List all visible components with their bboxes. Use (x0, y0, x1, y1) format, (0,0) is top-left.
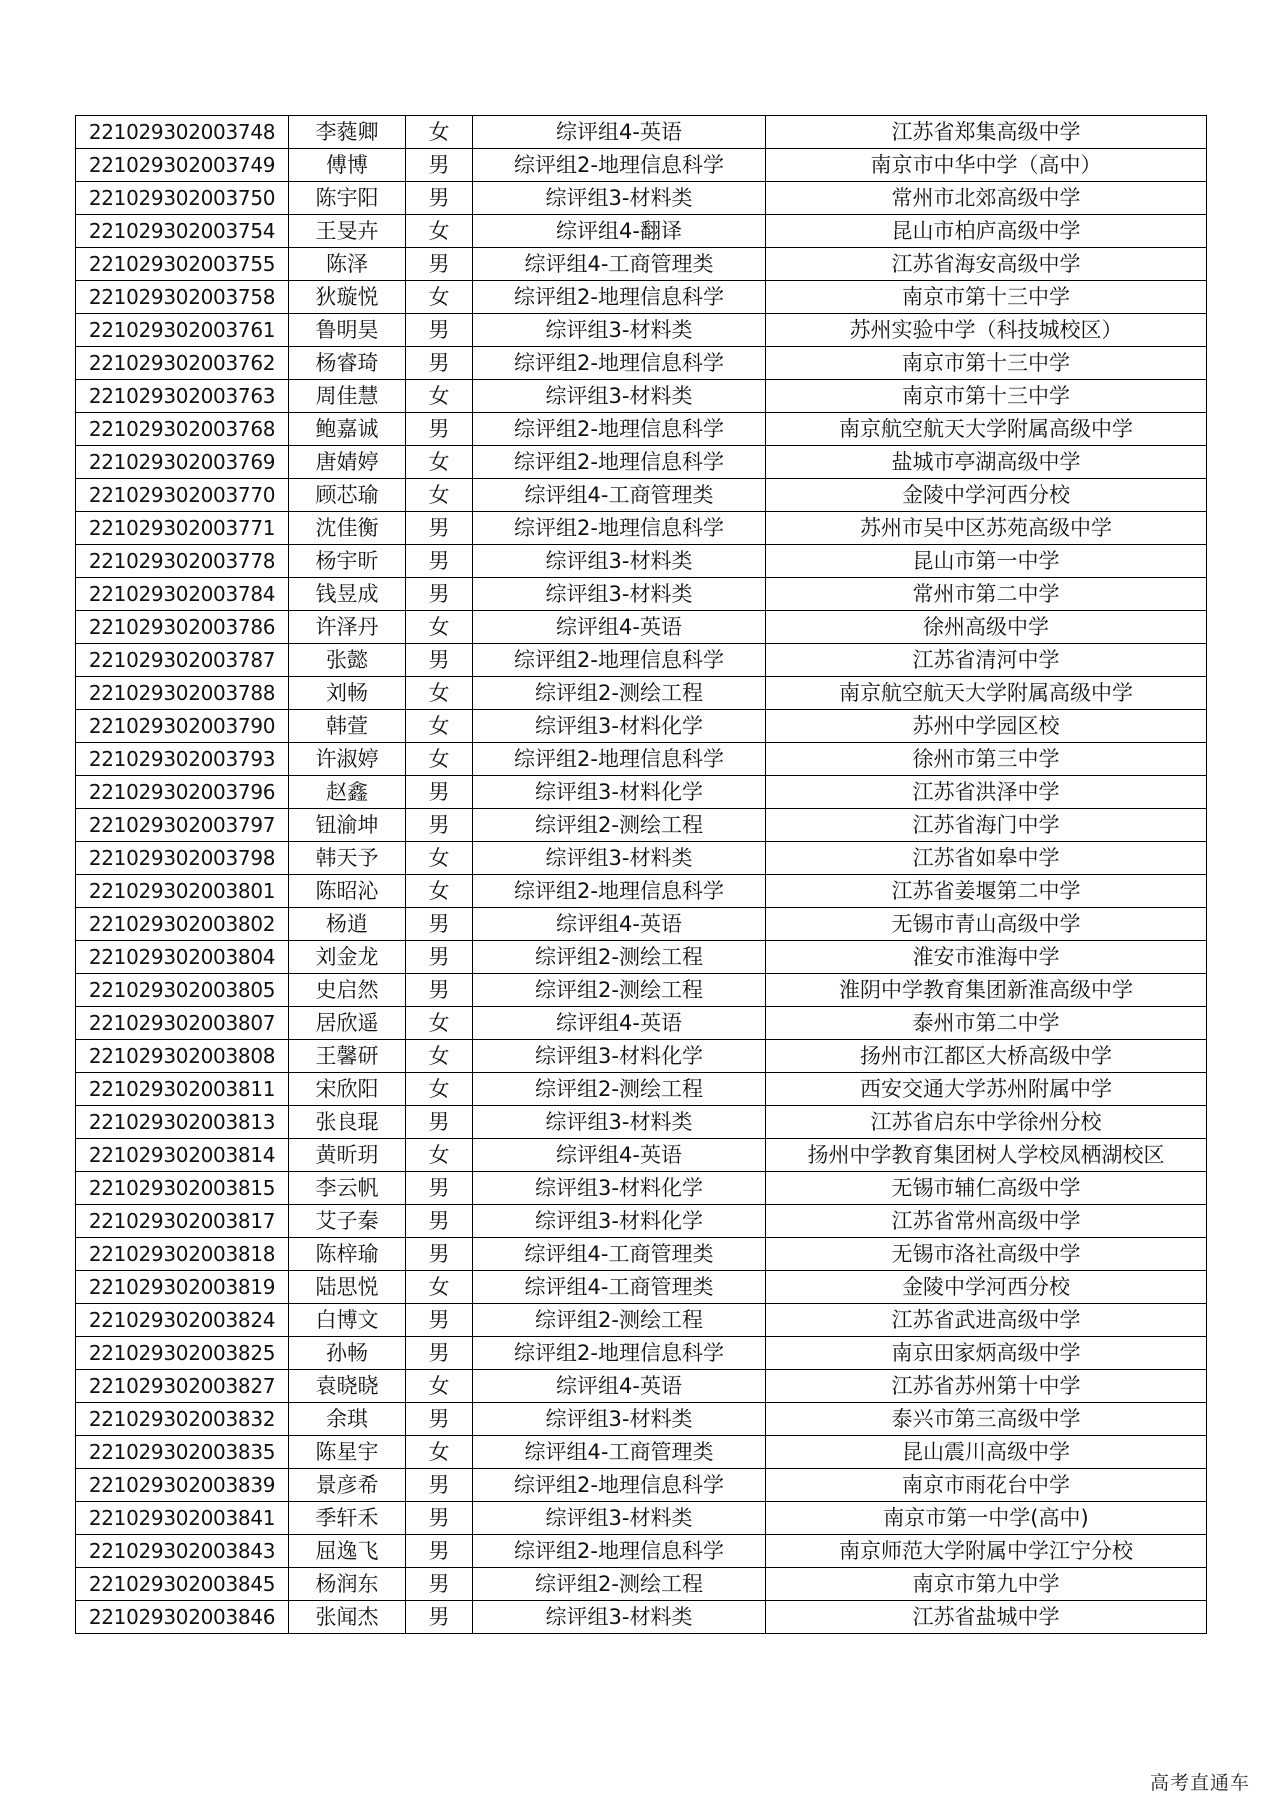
exam-number-cell: 221029302003793 (76, 743, 289, 776)
group-major-cell: 综评组4-翻译 (473, 215, 766, 248)
group-major-cell: 综评组3-材料化学 (473, 776, 766, 809)
gender-cell: 男 (406, 1568, 473, 1601)
group-major-cell: 综评组3-材料类 (473, 380, 766, 413)
gender-cell: 男 (406, 1205, 473, 1238)
exam-number-cell: 221029302003815 (76, 1172, 289, 1205)
table-row (76, 1436, 1207, 1469)
exam-number-cell: 221029302003817 (76, 1205, 289, 1238)
group-major-cell: 综评组4-英语 (473, 611, 766, 644)
group-major-cell: 综评组2-测绘工程 (473, 677, 766, 710)
group-major-cell: 综评组4-工商管理类 (473, 248, 766, 281)
student-name-cell: 孙畅 (289, 1337, 406, 1370)
table-row (76, 1139, 1207, 1172)
gender-cell: 女 (406, 1007, 473, 1040)
school-cell: 泰州市第二中学 (766, 1007, 1207, 1040)
school-cell: 南京市第一中学(高中) (766, 1502, 1207, 1535)
gender-cell: 女 (406, 1073, 473, 1106)
student-name-cell: 白博文 (289, 1304, 406, 1337)
table-row (76, 1205, 1207, 1238)
table-row (76, 1271, 1207, 1304)
gender-cell: 男 (406, 1403, 473, 1436)
exam-number-cell: 221029302003769 (76, 446, 289, 479)
gender-cell: 女 (406, 842, 473, 875)
student-name-cell: 鲍嘉诚 (289, 413, 406, 446)
gender-cell: 女 (406, 1040, 473, 1073)
exam-number-cell: 221029302003805 (76, 974, 289, 1007)
student-name-cell: 史启然 (289, 974, 406, 1007)
exam-number-cell: 221029302003808 (76, 1040, 289, 1073)
student-name-cell: 刘畅 (289, 677, 406, 710)
group-major-cell: 综评组3-材料类 (473, 578, 766, 611)
gender-cell: 女 (406, 215, 473, 248)
student-name-cell: 张懿 (289, 644, 406, 677)
table-row (76, 1106, 1207, 1139)
table-row (76, 1238, 1207, 1271)
exam-number-cell: 221029302003796 (76, 776, 289, 809)
group-major-cell: 综评组4-英语 (473, 1007, 766, 1040)
table-row (76, 1403, 1207, 1436)
group-major-cell: 综评组3-材料化学 (473, 1172, 766, 1205)
group-major-cell: 综评组4-英语 (473, 116, 766, 149)
gender-cell: 男 (406, 644, 473, 677)
student-name-cell: 袁晓晓 (289, 1370, 406, 1403)
school-cell: 扬州中学教育集团树人学校凤栖湖校区 (766, 1139, 1207, 1172)
school-cell: 淮阴中学教育集团新淮高级中学 (766, 974, 1207, 1007)
exam-number-cell: 221029302003839 (76, 1469, 289, 1502)
table-row (76, 1601, 1207, 1634)
student-name-cell: 宋欣阳 (289, 1073, 406, 1106)
table-row (76, 545, 1207, 578)
group-major-cell: 综评组2-地理信息科学 (473, 875, 766, 908)
student-name-cell: 狄璇悦 (289, 281, 406, 314)
table-row (76, 1007, 1207, 1040)
gender-cell: 男 (406, 941, 473, 974)
school-cell: 江苏省启东中学徐州分校 (766, 1106, 1207, 1139)
exam-number-cell: 221029302003749 (76, 149, 289, 182)
student-name-cell: 傅博 (289, 149, 406, 182)
student-name-cell: 李蕤卿 (289, 116, 406, 149)
gender-cell: 男 (406, 512, 473, 545)
exam-number-cell: 221029302003818 (76, 1238, 289, 1271)
student-name-cell: 景彦希 (289, 1469, 406, 1502)
group-major-cell: 综评组3-材料类 (473, 182, 766, 215)
school-cell: 南京师范大学附属中学江宁分校 (766, 1535, 1207, 1568)
group-major-cell: 综评组4-工商管理类 (473, 1271, 766, 1304)
table-row (76, 776, 1207, 809)
exam-number-cell: 221029302003811 (76, 1073, 289, 1106)
student-name-cell: 杨宇昕 (289, 545, 406, 578)
exam-number-cell: 221029302003750 (76, 182, 289, 215)
exam-number-cell: 221029302003761 (76, 314, 289, 347)
exam-number-cell: 221029302003797 (76, 809, 289, 842)
gender-cell: 男 (406, 413, 473, 446)
table-row (76, 809, 1207, 842)
gender-cell: 女 (406, 677, 473, 710)
gender-cell: 女 (406, 446, 473, 479)
exam-number-cell: 221029302003762 (76, 347, 289, 380)
group-major-cell: 综评组3-材料类 (473, 842, 766, 875)
group-major-cell: 综评组2-地理信息科学 (473, 149, 766, 182)
exam-number-cell: 221029302003770 (76, 479, 289, 512)
group-major-cell: 综评组3-材料类 (473, 314, 766, 347)
exam-number-cell: 221029302003784 (76, 578, 289, 611)
group-major-cell: 综评组2-地理信息科学 (473, 413, 766, 446)
table-row (76, 1337, 1207, 1370)
gender-cell: 男 (406, 182, 473, 215)
student-name-cell: 陈泽 (289, 248, 406, 281)
group-major-cell: 综评组2-地理信息科学 (473, 1337, 766, 1370)
group-major-cell: 综评组4-英语 (473, 908, 766, 941)
table-row (76, 1568, 1207, 1601)
gender-cell: 女 (406, 1271, 473, 1304)
exam-number-cell: 221029302003786 (76, 611, 289, 644)
exam-number-cell: 221029302003748 (76, 116, 289, 149)
student-name-cell: 韩萱 (289, 710, 406, 743)
group-major-cell: 综评组2-地理信息科学 (473, 446, 766, 479)
exam-number-cell: 221029302003802 (76, 908, 289, 941)
school-cell: 苏州实验中学（科技城校区） (766, 314, 1207, 347)
table-row (76, 1172, 1207, 1205)
watermark-text: 高考直通车 (1149, 1772, 1250, 1794)
student-name-cell: 周佳慧 (289, 380, 406, 413)
school-cell: 泰兴市第三高级中学 (766, 1403, 1207, 1436)
school-cell: 江苏省海安高级中学 (766, 248, 1207, 281)
group-major-cell: 综评组2-地理信息科学 (473, 1535, 766, 1568)
table-row (76, 710, 1207, 743)
group-major-cell: 综评组2-地理信息科学 (473, 347, 766, 380)
gender-cell: 男 (406, 578, 473, 611)
gender-cell: 男 (406, 149, 473, 182)
table-row (76, 281, 1207, 314)
table-row (76, 1073, 1207, 1106)
table-row (76, 314, 1207, 347)
gender-cell: 男 (406, 248, 473, 281)
school-cell: 南京航空航天大学附属高级中学 (766, 413, 1207, 446)
table-row (76, 1370, 1207, 1403)
gender-cell: 男 (406, 347, 473, 380)
table-row (76, 1304, 1207, 1337)
school-cell: 扬州市江都区大桥高级中学 (766, 1040, 1207, 1073)
student-name-cell: 陈梓瑜 (289, 1238, 406, 1271)
exam-number-cell: 221029302003778 (76, 545, 289, 578)
school-cell: 昆山震川高级中学 (766, 1436, 1207, 1469)
gender-cell: 女 (406, 116, 473, 149)
student-name-cell: 张闻杰 (289, 1601, 406, 1634)
school-cell: 江苏省盐城中学 (766, 1601, 1207, 1634)
group-major-cell: 综评组3-材料类 (473, 1403, 766, 1436)
school-cell: 盐城市亭湖高级中学 (766, 446, 1207, 479)
school-cell: 江苏省海门中学 (766, 809, 1207, 842)
school-cell: 金陵中学河西分校 (766, 479, 1207, 512)
table-row (76, 248, 1207, 281)
exam-number-cell: 221029302003771 (76, 512, 289, 545)
exam-number-cell: 221029302003813 (76, 1106, 289, 1139)
gender-cell: 男 (406, 974, 473, 1007)
school-cell: 常州市第二中学 (766, 578, 1207, 611)
student-name-cell: 杨睿琦 (289, 347, 406, 380)
table-row (76, 743, 1207, 776)
table-row (76, 347, 1207, 380)
school-cell: 南京航空航天大学附属高级中学 (766, 677, 1207, 710)
student-name-cell: 陈昭沁 (289, 875, 406, 908)
exam-number-cell: 221029302003790 (76, 710, 289, 743)
exam-number-cell: 221029302003804 (76, 941, 289, 974)
group-major-cell: 综评组2-地理信息科学 (473, 512, 766, 545)
school-cell: 江苏省郑集高级中学 (766, 116, 1207, 149)
gender-cell: 男 (406, 1337, 473, 1370)
student-name-cell: 陈宇阳 (289, 182, 406, 215)
group-major-cell: 综评组2-地理信息科学 (473, 1469, 766, 1502)
table-row (76, 908, 1207, 941)
group-major-cell: 综评组2-测绘工程 (473, 809, 766, 842)
group-major-cell: 综评组4-英语 (473, 1139, 766, 1172)
group-major-cell: 综评组3-材料类 (473, 1601, 766, 1634)
school-cell: 南京市第十三中学 (766, 281, 1207, 314)
table-row (76, 512, 1207, 545)
student-name-cell: 李云帆 (289, 1172, 406, 1205)
school-cell: 徐州市第三中学 (766, 743, 1207, 776)
school-cell: 南京市雨花台中学 (766, 1469, 1207, 1502)
school-cell: 江苏省姜堰第二中学 (766, 875, 1207, 908)
exam-number-cell: 221029302003807 (76, 1007, 289, 1040)
exam-number-cell: 221029302003827 (76, 1370, 289, 1403)
school-cell: 江苏省清河中学 (766, 644, 1207, 677)
school-cell: 江苏省如皋中学 (766, 842, 1207, 875)
exam-number-cell: 221029302003835 (76, 1436, 289, 1469)
school-cell: 江苏省苏州第十中学 (766, 1370, 1207, 1403)
school-cell: 无锡市洛社高级中学 (766, 1238, 1207, 1271)
table-row (76, 842, 1207, 875)
group-major-cell: 综评组3-材料类 (473, 1106, 766, 1139)
gender-cell: 男 (406, 1469, 473, 1502)
gender-cell: 女 (406, 281, 473, 314)
group-major-cell: 综评组4-英语 (473, 1370, 766, 1403)
exam-number-cell: 221029302003814 (76, 1139, 289, 1172)
student-name-cell: 钱昱成 (289, 578, 406, 611)
gender-cell: 女 (406, 1139, 473, 1172)
gender-cell: 男 (406, 1172, 473, 1205)
table-row (76, 215, 1207, 248)
school-cell: 西安交通大学苏州附属中学 (766, 1073, 1207, 1106)
student-name-cell: 余琪 (289, 1403, 406, 1436)
gender-cell: 女 (406, 1370, 473, 1403)
group-major-cell: 综评组3-材料类 (473, 1502, 766, 1535)
gender-cell: 男 (406, 776, 473, 809)
group-major-cell: 综评组3-材料化学 (473, 1205, 766, 1238)
table-row (76, 446, 1207, 479)
exam-number-cell: 221029302003801 (76, 875, 289, 908)
gender-cell: 女 (406, 710, 473, 743)
group-major-cell: 综评组2-地理信息科学 (473, 281, 766, 314)
gender-cell: 女 (406, 743, 473, 776)
student-name-cell: 黄昕玥 (289, 1139, 406, 1172)
exam-number-cell: 221029302003755 (76, 248, 289, 281)
table-row (76, 1502, 1207, 1535)
student-name-cell: 杨逍 (289, 908, 406, 941)
gender-cell: 男 (406, 1601, 473, 1634)
school-cell: 南京田家炳高级中学 (766, 1337, 1207, 1370)
table-row (76, 380, 1207, 413)
school-cell: 徐州高级中学 (766, 611, 1207, 644)
student-name-cell: 许淑婷 (289, 743, 406, 776)
student-name-cell: 唐婧婷 (289, 446, 406, 479)
student-name-cell: 张良琨 (289, 1106, 406, 1139)
school-cell: 苏州中学园区校 (766, 710, 1207, 743)
group-major-cell: 综评组2-地理信息科学 (473, 644, 766, 677)
student-name-cell: 刘金龙 (289, 941, 406, 974)
table-row (76, 644, 1207, 677)
exam-number-cell: 221029302003787 (76, 644, 289, 677)
student-name-cell: 艾子秦 (289, 1205, 406, 1238)
student-name-cell: 居欣遥 (289, 1007, 406, 1040)
group-major-cell: 综评组3-材料类 (473, 545, 766, 578)
student-name-cell: 沈佳衡 (289, 512, 406, 545)
exam-number-cell: 221029302003819 (76, 1271, 289, 1304)
gender-cell: 男 (406, 1502, 473, 1535)
school-cell: 苏州市吴中区苏苑高级中学 (766, 512, 1207, 545)
student-name-cell: 鲁明昊 (289, 314, 406, 347)
table-row (76, 611, 1207, 644)
exam-number-cell: 221029302003846 (76, 1601, 289, 1634)
gender-cell: 女 (406, 1436, 473, 1469)
table-row (76, 182, 1207, 215)
group-major-cell: 综评组4-工商管理类 (473, 1436, 766, 1469)
table-row (76, 875, 1207, 908)
exam-number-cell: 221029302003788 (76, 677, 289, 710)
school-cell: 南京市第九中学 (766, 1568, 1207, 1601)
admission-list-body (76, 116, 1207, 1634)
school-cell: 江苏省常州高级中学 (766, 1205, 1207, 1238)
group-major-cell: 综评组2-测绘工程 (473, 1304, 766, 1337)
gender-cell: 男 (406, 1304, 473, 1337)
gender-cell: 男 (406, 908, 473, 941)
table-row (76, 1535, 1207, 1568)
exam-number-cell: 221029302003824 (76, 1304, 289, 1337)
table-row (76, 149, 1207, 182)
gender-cell: 女 (406, 611, 473, 644)
group-major-cell: 综评组2-测绘工程 (473, 974, 766, 1007)
gender-cell: 男 (406, 545, 473, 578)
table-row (76, 413, 1207, 446)
gender-cell: 男 (406, 314, 473, 347)
student-name-cell: 季轩禾 (289, 1502, 406, 1535)
school-cell: 江苏省洪泽中学 (766, 776, 1207, 809)
group-major-cell: 综评组2-测绘工程 (473, 1073, 766, 1106)
school-cell: 昆山市第一中学 (766, 545, 1207, 578)
school-cell: 江苏省武进高级中学 (766, 1304, 1207, 1337)
table-row (76, 974, 1207, 1007)
school-cell: 南京市第十三中学 (766, 347, 1207, 380)
group-major-cell: 综评组3-材料化学 (473, 710, 766, 743)
table-row (76, 1040, 1207, 1073)
exam-number-cell: 221029302003832 (76, 1403, 289, 1436)
exam-number-cell: 221029302003798 (76, 842, 289, 875)
table-row (76, 941, 1207, 974)
exam-number-cell: 221029302003758 (76, 281, 289, 314)
student-name-cell: 王旻卉 (289, 215, 406, 248)
table-row (76, 116, 1207, 149)
student-name-cell: 陈星宇 (289, 1436, 406, 1469)
student-name-cell: 王馨研 (289, 1040, 406, 1073)
table-row (76, 677, 1207, 710)
student-name-cell: 陆思悦 (289, 1271, 406, 1304)
gender-cell: 男 (406, 1238, 473, 1271)
table-row (76, 578, 1207, 611)
gender-cell: 男 (406, 1106, 473, 1139)
gender-cell: 男 (406, 1535, 473, 1568)
student-name-cell: 许泽丹 (289, 611, 406, 644)
gender-cell: 女 (406, 875, 473, 908)
student-name-cell: 顾芯瑜 (289, 479, 406, 512)
school-cell: 无锡市辅仁高级中学 (766, 1172, 1207, 1205)
exam-number-cell: 221029302003754 (76, 215, 289, 248)
group-major-cell: 综评组2-地理信息科学 (473, 743, 766, 776)
student-name-cell: 赵鑫 (289, 776, 406, 809)
school-cell: 南京市第十三中学 (766, 380, 1207, 413)
group-major-cell: 综评组4-工商管理类 (473, 479, 766, 512)
exam-number-cell: 221029302003843 (76, 1535, 289, 1568)
gender-cell: 女 (406, 479, 473, 512)
school-cell: 南京市中华中学（高中） (766, 149, 1207, 182)
school-cell: 金陵中学河西分校 (766, 1271, 1207, 1304)
group-major-cell: 综评组4-工商管理类 (473, 1238, 766, 1271)
exam-number-cell: 221029302003768 (76, 413, 289, 446)
student-name-cell: 杨润东 (289, 1568, 406, 1601)
exam-number-cell: 221029302003845 (76, 1568, 289, 1601)
exam-number-cell: 221029302003825 (76, 1337, 289, 1370)
gender-cell: 男 (406, 809, 473, 842)
school-cell: 淮安市淮海中学 (766, 941, 1207, 974)
admission-list-table (75, 115, 1207, 1634)
exam-number-cell: 221029302003841 (76, 1502, 289, 1535)
student-name-cell: 钮渝坤 (289, 809, 406, 842)
exam-number-cell: 221029302003763 (76, 380, 289, 413)
school-cell: 常州市北郊高级中学 (766, 182, 1207, 215)
table-row (76, 479, 1207, 512)
group-major-cell: 综评组3-材料化学 (473, 1040, 766, 1073)
student-name-cell: 屈逸飞 (289, 1535, 406, 1568)
school-cell: 无锡市青山高级中学 (766, 908, 1207, 941)
school-cell: 昆山市柏庐高级中学 (766, 215, 1207, 248)
gender-cell: 女 (406, 380, 473, 413)
group-major-cell: 综评组2-测绘工程 (473, 941, 766, 974)
group-major-cell: 综评组2-测绘工程 (473, 1568, 766, 1601)
student-name-cell: 韩天予 (289, 842, 406, 875)
table-row (76, 1469, 1207, 1502)
